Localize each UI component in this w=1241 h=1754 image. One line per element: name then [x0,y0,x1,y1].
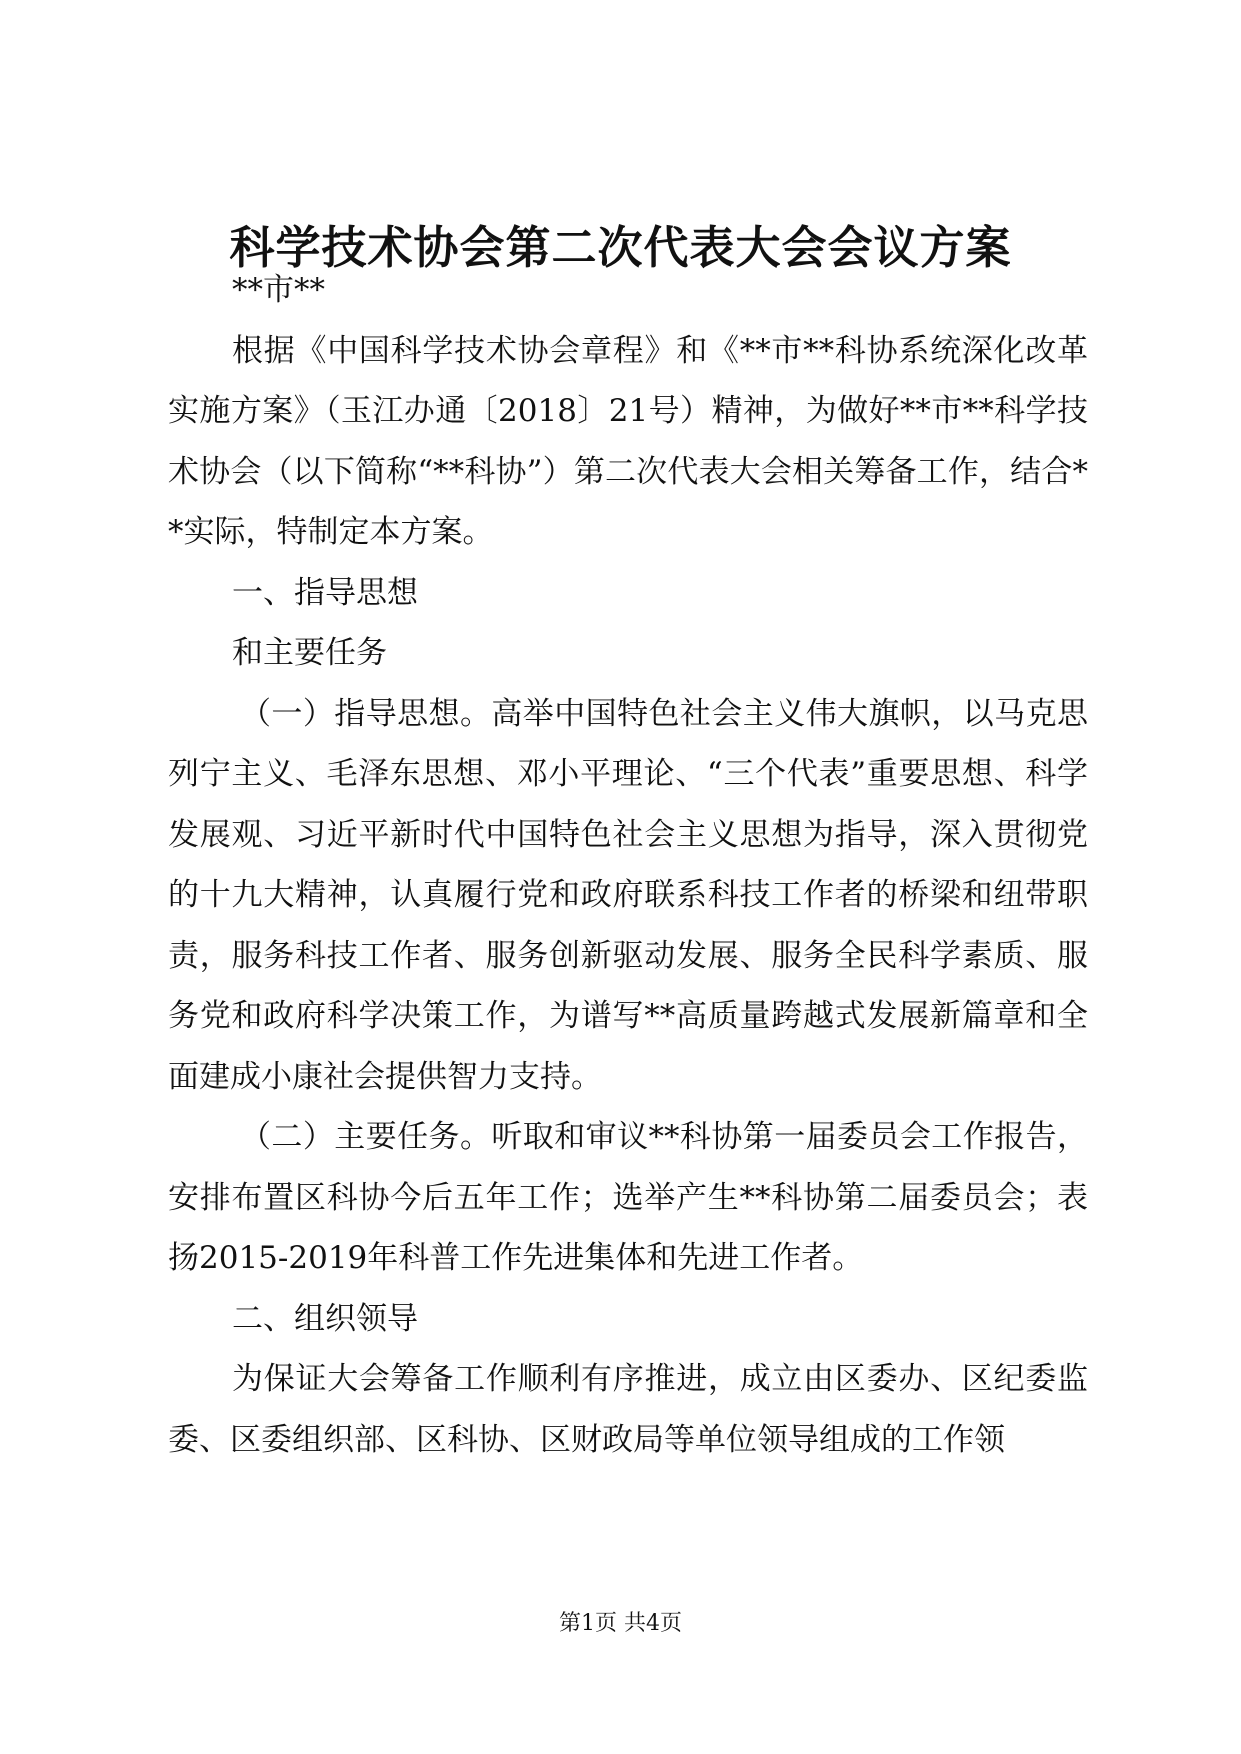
main-tasks-paragraph: （二）主要任务。听取和审议**科协第一届委员会工作报告，安排布置区科协今后五年工作；选举产生**科协第二届委员会；表扬2015-2019年科普工作先进集体和先进工作者。 [168,1119,1088,1276]
section-heading-guiding-ideology: 一、指导思想 [232,574,418,611]
section-heading-organization: 二、组织领导 [232,1300,418,1337]
document-body [168,260,1088,1470]
author-line: **市** [232,272,325,308]
section-heading-main-tasks: 和主要任务 [232,635,387,671]
organization-paragraph: 为保证大会筹备工作顺利有序推进，成立由区委办、区纪委监委、区委组织部、区科协、区财政局等单位领导组成的工作领 [168,1361,1088,1458]
page-number-footer: 第1页 共4页 [559,1611,682,1636]
guiding-ideology-paragraph: （一）指导思想。高举中国特色社会主义伟大旗帜，以马克思列宁主义、毛泽东思想、邓小平理论、“三个代表”重要思想、科学发展观、习近平新时代中国特色社会主义思想为指导，深入贯彻党的十九大精神，认真履行党和政府联系科技工作者的桥梁和纽带职责，服务科技工作者、服务创新驱动发展、服务全民科学素质、服务党和政府科学决策工作，为谱写**高质量跨越式发展新篇章和全面建成小康社会提供智力支持。 [168,695,1088,1095]
intro-paragraph: 根据《中国科学技术协会章程》和《**市**科协系统深化改革实施方案》（玉江办通〔2018〕21号）精神，为做好**市**科学技术协会（以下简称“**科协”）第二次代表大会相关筹备工作，结合**实际，特制定本方案。 [168,332,1088,550]
document-title: 科学技术协会第二次代表大会会议方案 [229,221,1012,274]
